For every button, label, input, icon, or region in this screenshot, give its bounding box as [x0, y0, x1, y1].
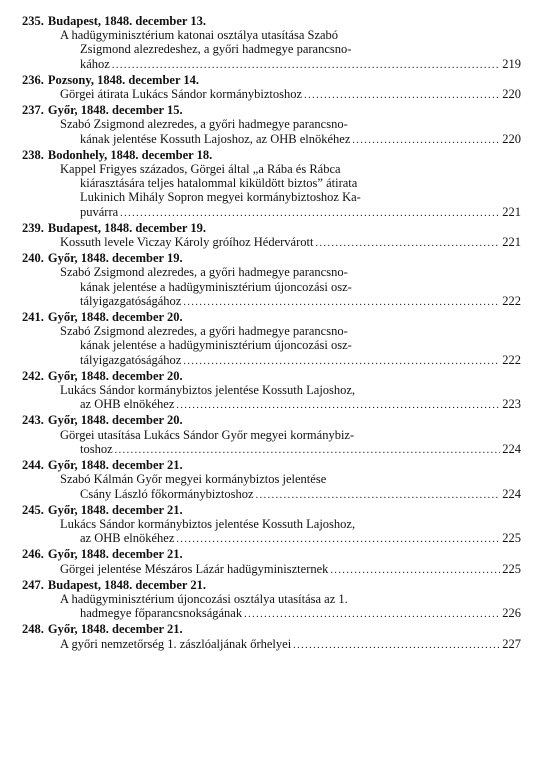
entry-number: 246.	[22, 547, 44, 562]
page-number[interactable]: 221	[502, 204, 521, 219]
page-number[interactable]: 219	[502, 56, 521, 71]
description-line: Szabó Zsigmond alezredes, a győri hadmegye parancsno-	[60, 117, 348, 132]
entry-place-date: Győr, 1848. december 21.	[47, 622, 183, 637]
dot-leader	[244, 608, 500, 622]
description-line: Kappel Frigyes százados, Görgei által „a Rába és Rábca	[60, 162, 341, 177]
entry-heading	[22, 369, 521, 383]
description-line	[22, 294, 521, 310]
dot-leader	[115, 444, 501, 458]
entry-number: 237.	[22, 103, 44, 118]
entry-place-date: Bodonhely, 1848. december 18.	[47, 147, 213, 162]
entry-number: 248.	[22, 622, 44, 637]
page-number[interactable]: 225	[502, 561, 521, 576]
entry-description	[22, 162, 521, 221]
description-line: Zsigmond alezredeshez, a győri hadmegye parancsno-	[80, 42, 352, 57]
description-line	[22, 397, 521, 413]
entry-heading	[22, 622, 521, 636]
entry-heading	[22, 310, 521, 324]
entry-description	[22, 472, 521, 502]
dot-leader	[304, 89, 500, 103]
entry-place-date: Győr, 1848. december 21.	[47, 458, 183, 473]
toc-entry	[22, 14, 521, 73]
entry-description	[22, 592, 521, 622]
entry-description	[22, 428, 521, 458]
dot-leader	[256, 489, 501, 503]
description-line	[22, 57, 521, 73]
description-text: az OHB elnökéhez	[80, 397, 175, 412]
description-line: kának jelentése a hadügyminisztérium újoncozási osz-	[80, 338, 352, 353]
description-line	[22, 132, 521, 148]
entry-description	[22, 517, 521, 547]
dot-leader	[293, 639, 500, 653]
dot-leader	[120, 207, 500, 221]
page-number[interactable]: 223	[502, 397, 521, 412]
toc-entry	[22, 503, 521, 548]
entry-place-date: Győr, 1848. december 15.	[47, 103, 183, 118]
description-line	[22, 87, 521, 103]
entry-place-date: Budapest, 1848. december 13.	[47, 14, 206, 28]
toc-entry	[22, 310, 521, 369]
entry-description	[22, 87, 521, 103]
dot-leader	[315, 237, 500, 251]
entry-place-date: Győr, 1848. december 19.	[47, 251, 183, 266]
entry-heading	[22, 547, 521, 561]
entry-heading	[22, 413, 521, 427]
description-text: Görgei átirata Lukács Sándor kormánybiztoshoz	[60, 87, 303, 102]
entry-number: 245.	[22, 502, 44, 517]
entry-description	[22, 637, 521, 653]
description-text: Görgei jelentése Mészáros Lázár hadügyminiszternek	[60, 561, 329, 576]
toc-entry	[22, 578, 521, 623]
entry-description	[22, 562, 521, 578]
description-line: Lukinich Mihály Sopron megyei kormánybiztoshoz Ka-	[80, 190, 361, 205]
description-line	[22, 531, 521, 547]
description-line: A hadügyminisztérium katonai osztálya utasítása Szabó	[60, 28, 339, 43]
entry-heading	[22, 221, 521, 235]
description-line: kiárasztására teljes hatalommal kiküldött biztos” átirata	[80, 176, 358, 191]
page-number[interactable]: 220	[502, 131, 521, 146]
toc-entry	[22, 221, 521, 251]
description-text: Csány László főkormánybiztoshoz	[80, 486, 254, 501]
description-line	[22, 487, 521, 503]
page-number[interactable]: 222	[502, 293, 521, 308]
dot-leader	[176, 533, 500, 547]
page-number[interactable]: 220	[502, 87, 521, 102]
dot-leader	[183, 296, 500, 310]
toc-entry	[22, 458, 521, 503]
entry-place-date: Pozsony, 1848. december 14.	[47, 72, 200, 87]
entry-place-date: Győr, 1848. december 20.	[47, 310, 183, 325]
description-line: Szabó Zsigmond alezredes, a győri hadmegye parancsno-	[60, 265, 348, 280]
description-text: az OHB elnökéhez	[80, 531, 175, 546]
description-line: Lukács Sándor kormánybiztos jelentése Kossuth Lajoshoz,	[60, 383, 356, 398]
entry-number: 247.	[22, 577, 44, 592]
description-text: puvárra	[80, 204, 119, 219]
entry-description	[22, 235, 521, 251]
dot-leader	[112, 59, 500, 73]
page-number[interactable]: 221	[502, 235, 521, 250]
entry-place-date: Győr, 1848. december 21.	[47, 547, 183, 562]
description-line	[22, 562, 521, 578]
description-text: kának jelentése Kossuth Lajoshoz, az OHB elnökéhez	[80, 131, 351, 146]
dot-leader	[176, 399, 500, 413]
entry-place-date: Győr, 1848. december 21.	[47, 502, 183, 517]
toc-entry	[22, 622, 521, 652]
entry-description	[22, 117, 521, 147]
entry-place-date: Budapest, 1848. december 19.	[47, 220, 206, 235]
entry-description	[22, 28, 521, 73]
description-line: Szabó Kálmán Győr megyei kormánybiztos jelentése	[60, 472, 327, 487]
description-line: Lukács Sándor kormánybiztos jelentése Kossuth Lajoshoz,	[60, 516, 356, 531]
entry-description	[22, 383, 521, 413]
entry-description	[22, 324, 521, 369]
description-text: hadmegye főparancsnokságának	[80, 606, 243, 621]
dot-leader	[183, 355, 500, 369]
page-number[interactable]: 224	[502, 486, 521, 501]
description-line	[22, 235, 521, 251]
description-line	[22, 442, 521, 458]
toc-entry	[22, 369, 521, 414]
entry-number: 238.	[22, 147, 44, 162]
entry-heading	[22, 458, 521, 472]
description-line	[22, 353, 521, 369]
page-number[interactable]: 225	[502, 531, 521, 546]
toc-entry	[22, 251, 521, 310]
description-text: A győri nemzetőrség 1. zászlóaljának őrhelyei	[60, 636, 292, 651]
toc-entry	[22, 413, 521, 458]
entry-heading	[22, 251, 521, 265]
entry-number: 243.	[22, 413, 44, 428]
description-line	[22, 637, 521, 653]
description-line: A hadügyminisztérium újoncozási osztálya utasítása az 1.	[60, 591, 348, 606]
toc-entry	[22, 103, 521, 148]
dot-leader	[352, 134, 500, 148]
description-text: Kossuth levele Viczay Károly gróíhoz Hédervárott	[60, 235, 314, 250]
entry-place-date: Győr, 1848. december 20.	[47, 368, 183, 383]
description-line	[22, 205, 521, 221]
entry-number: 241.	[22, 310, 44, 325]
entry-number: 240.	[22, 251, 44, 266]
entry-heading	[22, 103, 521, 117]
description-line: Görgei utasítása Lukács Sándor Győr megyei kormánybiz-	[60, 427, 355, 442]
page-number[interactable]: 227	[502, 636, 521, 651]
entry-number: 244.	[22, 458, 44, 473]
entry-heading	[22, 503, 521, 517]
description-text: tályigazgatóságához	[80, 293, 182, 308]
description-text: kához	[80, 56, 110, 71]
entry-heading	[22, 14, 521, 28]
entry-heading	[22, 148, 521, 162]
entry-number: 242.	[22, 368, 44, 383]
toc-entry	[22, 73, 521, 103]
page-number[interactable]: 222	[502, 352, 521, 367]
entry-heading	[22, 73, 521, 87]
description-line: kának jelentése a hadügyminisztérium újoncozási osz-	[80, 279, 352, 294]
description-text: toshoz	[80, 441, 113, 456]
entry-number: 235.	[22, 14, 44, 28]
toc-entry	[22, 148, 521, 221]
entry-number: 239.	[22, 220, 44, 235]
toc-entry	[22, 547, 521, 577]
dot-leader	[330, 564, 500, 578]
entry-number: 236.	[22, 72, 44, 87]
entry-place-date: Győr, 1848. december 20.	[47, 413, 183, 428]
description-line	[22, 606, 521, 622]
entry-place-date: Budapest, 1848. december 21.	[47, 577, 206, 592]
entry-description	[22, 265, 521, 310]
description-text: tályigazgatóságához	[80, 352, 182, 367]
entry-heading	[22, 578, 521, 592]
page-number[interactable]: 226	[502, 606, 521, 621]
page-number[interactable]: 224	[502, 441, 521, 456]
description-line: Szabó Zsigmond alezredes, a győri hadmegye parancsno-	[60, 324, 348, 339]
